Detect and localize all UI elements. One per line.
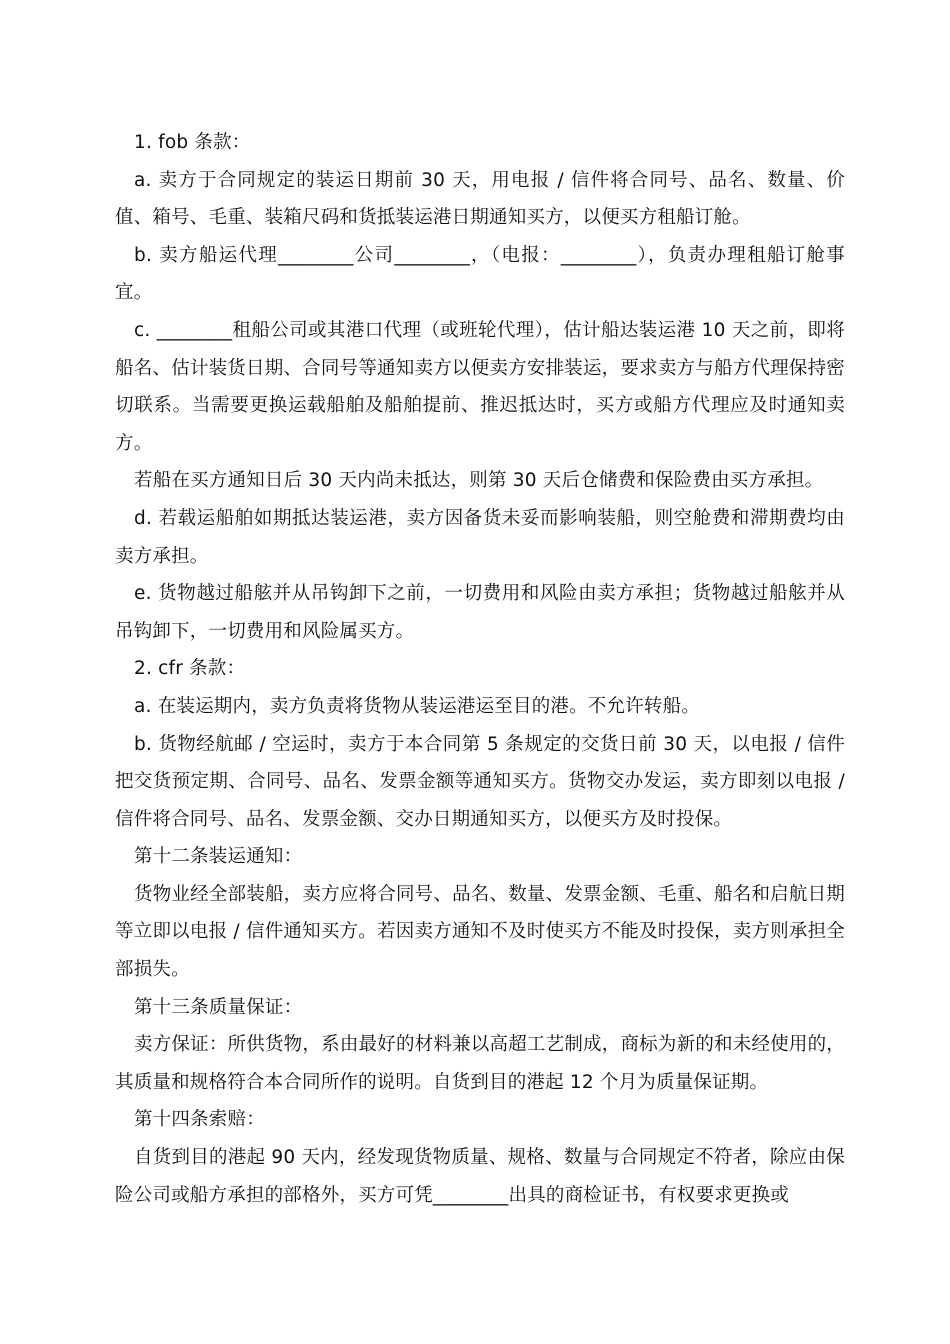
clause-cfr-heading: 2. cfr 条款： [134,658,246,680]
document-body [115,124,845,1214]
clause-cfr-b: b. 货物经航邮 / 空运时，卖方于本合同第 5 条规定的交货日前 30 天，以电报 / 信件把交货预定期、合同号、品名、发票金额等通知买方。货物交办发运，卖方即刻以电报 / 信件将合同号、品名、发票金额、交办日期通知买方，以便买方及时投保。 [115,733,845,830]
article-12-heading: 第十二条装运通知： [134,846,303,868]
article-13-heading: 第十三条质量保证： [134,996,303,1018]
clause-fob-a: a. 卖方于合同规定的装运日期前 30 天，用电报 / 信件将合同号、品名、数量、价值、箱号、毛重、装箱尺码和货抵装运港日期通知买方，以便买方租船订舱。 [115,169,845,229]
clause-fob-e: e. 货物越过船舷并从吊钩卸下之前，一切费用和风险由卖方承担；货物越过船舷并从吊钩卸下，一切费用和风险属买方。 [115,583,845,642]
clause-fob-b: b. 卖方船运代理________公司________，（电报：________），负责办理租船订舱事宜。 [115,244,845,304]
article-13-body: 卖方保证：所供货物，系由最好的材料兼以高超工艺制成，商标为新的和未经使用的，其质量和规格符合本合同所作的说明。自货到目的港起 12 个月为质量保证期。 [115,1034,845,1093]
clause-fob-c: c. ________租船公司或其港口代理（或班轮代理），估计船达装运港 10 天之前，即将船名、估计装货日期、合同号等通知卖方以便卖方安排装运，要求卖方与船方代理保持密切联系。当需要更换运载船舶及船舶提前、推迟抵达时，买方或船方代理应及时通知卖方。 [115,319,845,454]
clause-fob-d: d. 若载运船舶如期抵达装运港，卖方因备货未妥而影响装船，则空舱费和滞期费均由卖方承担。 [115,507,845,567]
article-14-body: 自货到目的港起 90 天内，经发现货物质量、规格、数量与合同规定不符者，除应由保险公司或船方承担的部格外，买方可凭________出具的商检证书，有权要求更换或 [115,1147,845,1206]
clause-fob-heading: 1. fob 条款： [134,132,251,153]
clause-cfr-a: a. 在装运期内，卖方负责将货物从装运港运至目的港。不允许转船。 [134,695,701,717]
article-12-body: 货物业经全部装船，卖方应将合同号、品名、数量、发票金额、毛重、船名和启航日期等立即以电报 / 信件通知买方。若因卖方通知不及时使买方不能及时投保，卖方则承担全部损失。 [115,883,845,981]
clause-fob-c-note: 若船在买方通知日后 30 天内尚未抵达，则第 30 天后仓储费和保险费由买方承担。 [134,470,824,492]
article-14-heading: 第十四条索赔： [134,1109,265,1131]
